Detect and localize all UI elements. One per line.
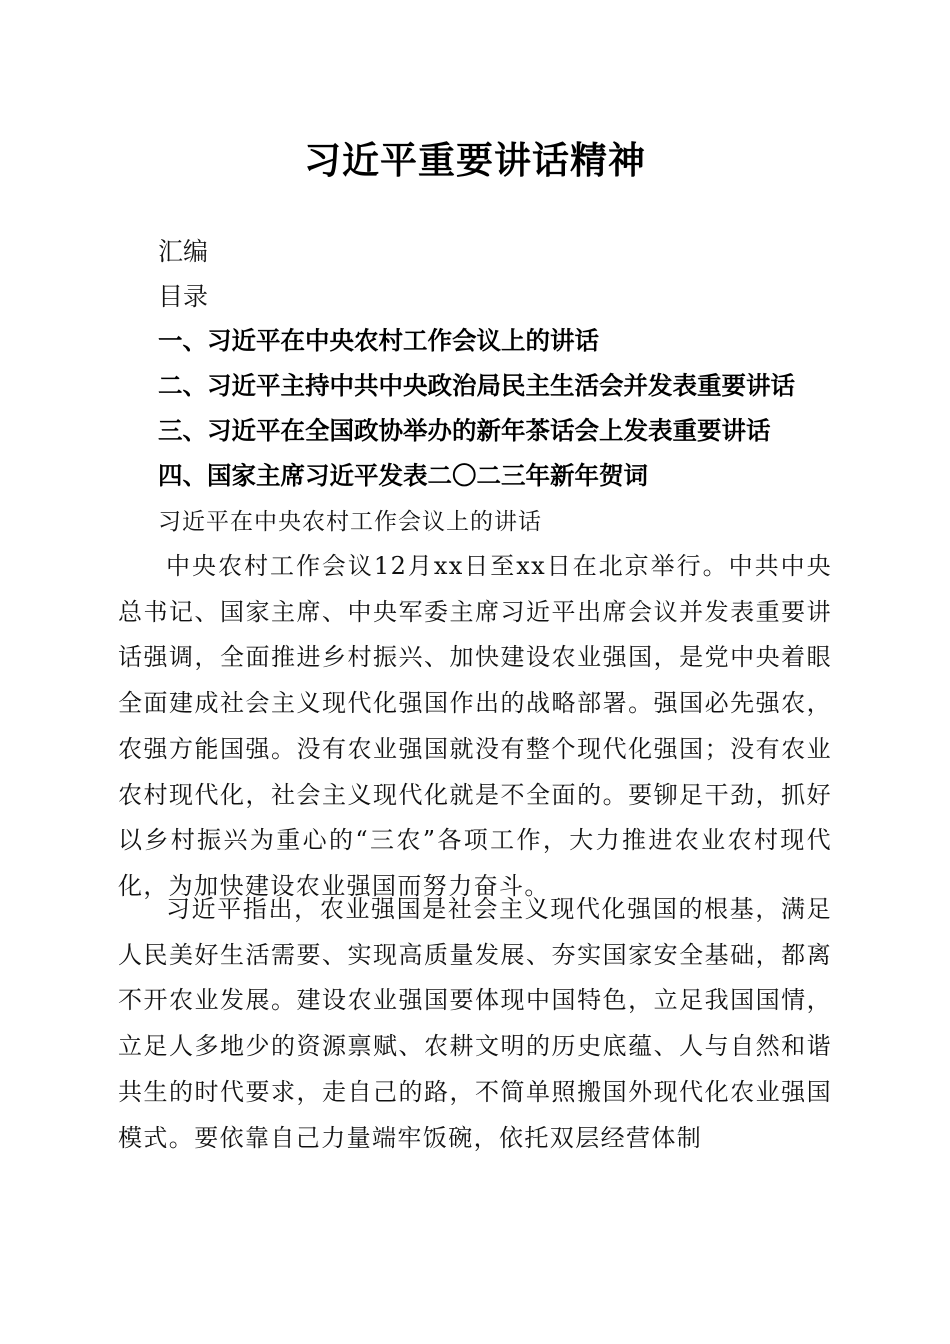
body-paragraph: 习近平指出，农业强国是社会主义现代化强国的根基，满足人民美好生活需要、实现高质量发展、夯实国家安全基础，都离不开农业发展。建设农业强国要体现中国特色，立足我国国情，立足人多地少的资源禀赋、农耕文明的历史底蕴、人与自然和谐共生的时代要求，走自己的路，不简单照搬国外现代化农业强国模式。要依靠自己力量端牢饭碗，依托双层经营体制 <box>118 895 832 1152</box>
section-heading: 习近平在中央农村工作会议上的讲话 <box>158 509 542 535</box>
body-paragraph: 中央农村工作会议12月xx日至xx日在北京举行。中共中央总书记、国家主席、中央军委主席习近平出席会议并发表重要讲话强调，全面推进乡村振兴、加快建设农业强国，是党中央着眼全面建成社会主义现代化强国作出的战略部署。强国必先强农，农强方能国强。没有农业强国就没有整个现代化强国；没有农业农村现代化，社会主义现代化就是不全面的。要铆足干劲，抓好以乡村振兴为重心的“三农”各项工作，大力推进农业农村现代化，为加快建设农业强国而努力奋斗。 <box>118 552 832 900</box>
toc-item: 四、国家主席习近平发表二〇二三年新年贺词 <box>158 461 648 490</box>
document-subtitle: 汇编 <box>158 237 209 266</box>
toc-label: 目录 <box>158 282 209 311</box>
toc-item: 二、习近平主持中共中央政治局民主生活会并发表重要讲话 <box>158 371 795 400</box>
toc-item: 一、习近平在中央农村工作会议上的讲话 <box>158 326 599 355</box>
document-title: 习近平重要讲话精神 <box>304 138 646 182</box>
toc-item: 三、习近平在全国政协举办的新年茶话会上发表重要讲话 <box>158 416 771 445</box>
